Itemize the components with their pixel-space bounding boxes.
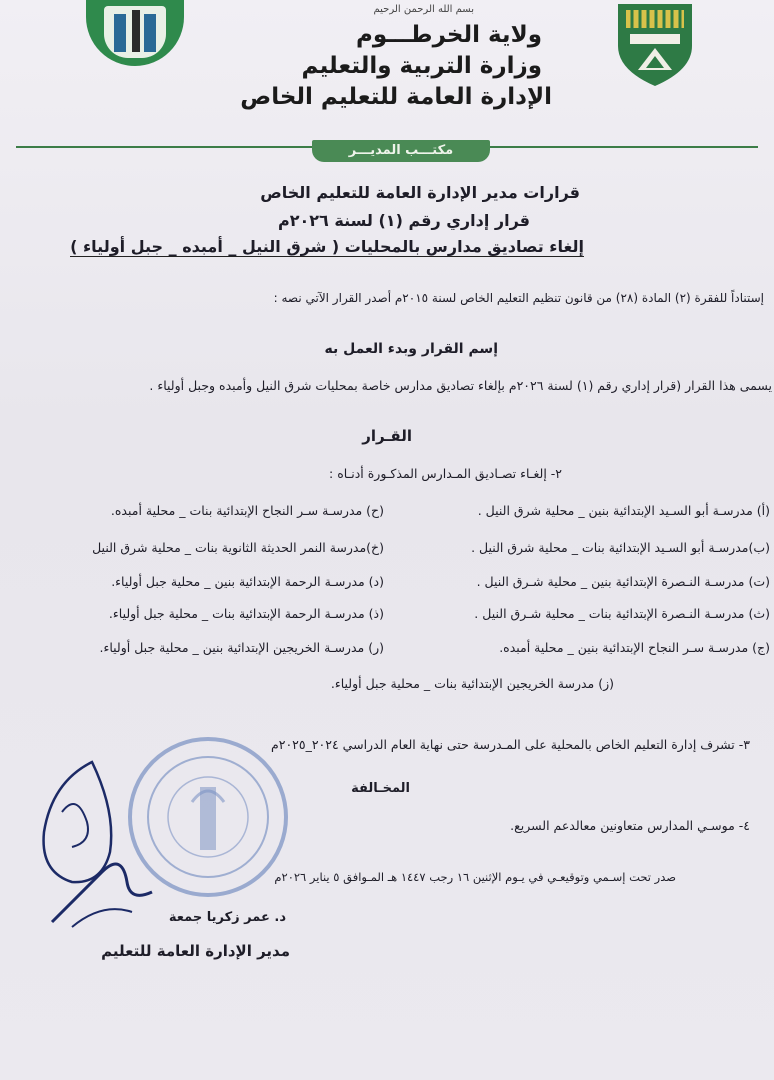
ministry-emblem-icon (612, 0, 698, 88)
signatory-name: د. عمر زكريا جمعة (168, 910, 286, 925)
header-ministry: وزارة التربية والتعليم (301, 53, 542, 79)
school-list-item: (د) مدرسـة الرحمة الإبتدائية بنين _ محلية جبل أولياء. (111, 574, 384, 589)
school-list-item: (ب)مدرسـة أبو السـيد الإبتدائية بنات _ محلية شرق النيل . (471, 540, 770, 555)
decision-title: قرارات مدير الإدارة العامة للتعليم الخاص (260, 183, 580, 202)
header-state: ولاية الخرطـــوم (356, 22, 542, 48)
school-list-item: (ت) مدرسـة النـصرة الإبتدائية بنين _ محلية شـرق النيل . (476, 574, 770, 589)
section-decision-heading: القـرار (362, 427, 412, 445)
school-list-item: (ر) مدرسـة الخريجين الإبتدائية بنين _ محلية جبل أولياء. (99, 640, 384, 655)
handwritten-signature-icon (32, 752, 182, 952)
school-list-item: (خ)مدرسة النمر الحديثة الثانوية بنات _ محلية شرق النيل (92, 540, 384, 555)
decision-subject-text: إلغاء تصاديق مدارس بالمحليات ( شرق النيل _ أمبده _ جبل أولياء ) (70, 237, 584, 256)
signatory-title: مدير الإدارة العامة للتعليم (101, 942, 290, 960)
header-department: الإدارة العامة للتعليم الخاص (240, 84, 552, 110)
decision-number: قرار إداري رقم (١) لسنة ٢٠٢٦م (278, 211, 530, 230)
school-list-item: (ز) مدرسة الخريجين الإبتدائية بنات _ محلية جبل أولياء. (330, 676, 614, 691)
school-list-item: (ث) مدرسـة النـصرة الإبتدائية بنات _ محلية شـرق النيل . (474, 606, 770, 621)
basmala-text: بسم الله الرحمن الرحيم (373, 4, 474, 15)
violation-heading: المخـالفة (351, 781, 410, 796)
school-list-item: (ذ) مدرسـة الرحمة الإبتدائية بنات _ محلية جبل أولياء. (108, 606, 384, 621)
school-list-item: (ح) مدرسـة سـر النجاح الإبتدائية بنات _ محلية أمبده. (110, 503, 384, 518)
section-name-text: يسمى هذا القرار (قرار إداري رقم (١) لسنة ٢٠٢٦م بإلغاء تصاديق مدارس خاصة بمحليات شرق النيل وأمبده وجبل أولياء . (149, 378, 772, 393)
decision-subject (70, 237, 584, 256)
decision-item-2: ٢- إلغـاء تصـاديق المـدارس المذكـورة أدنـاه : (329, 466, 562, 481)
issued-statement: صدر تحت إسـمي وتوقيعـي في يـوم الإثنين ١٦ رجب ١٤٤٧ هـ المـوافق ٥ يناير ٢٠٢٦م (274, 870, 676, 884)
violation-item-4: ٤- موسـي المدارس متعاونين معالدعم السريع. (510, 818, 750, 833)
section-name-heading: إسم القرار وبدء العمل به (324, 341, 498, 357)
decision-item-3: ٣- تشرف إدارة التعليم الخاص بالمحلية على المـدرسة حتى نهاية العام الدراسي ٢٠٢٤_٢٠٢٥م (270, 737, 750, 752)
school-list-item: (ج) مدرسـة سـر النجاح الإبتدائية بنين _ محلية أمبده. (499, 640, 770, 655)
school-list-item: (أ) مدرسـة أبو السـيد الإبتدائية بنين _ محلية شرق النيل . (477, 503, 770, 518)
intro-paragraph: إستناداً للفقرة (٢) المادة (٢٨) من قانون تنظيم التعليم الخاص لسنة ٢٠١٥م أصدر القرار الآتي نصه : (273, 291, 764, 305)
office-badge: مكتـــب المديـــر (312, 140, 490, 162)
school-logo-icon (86, 0, 184, 66)
